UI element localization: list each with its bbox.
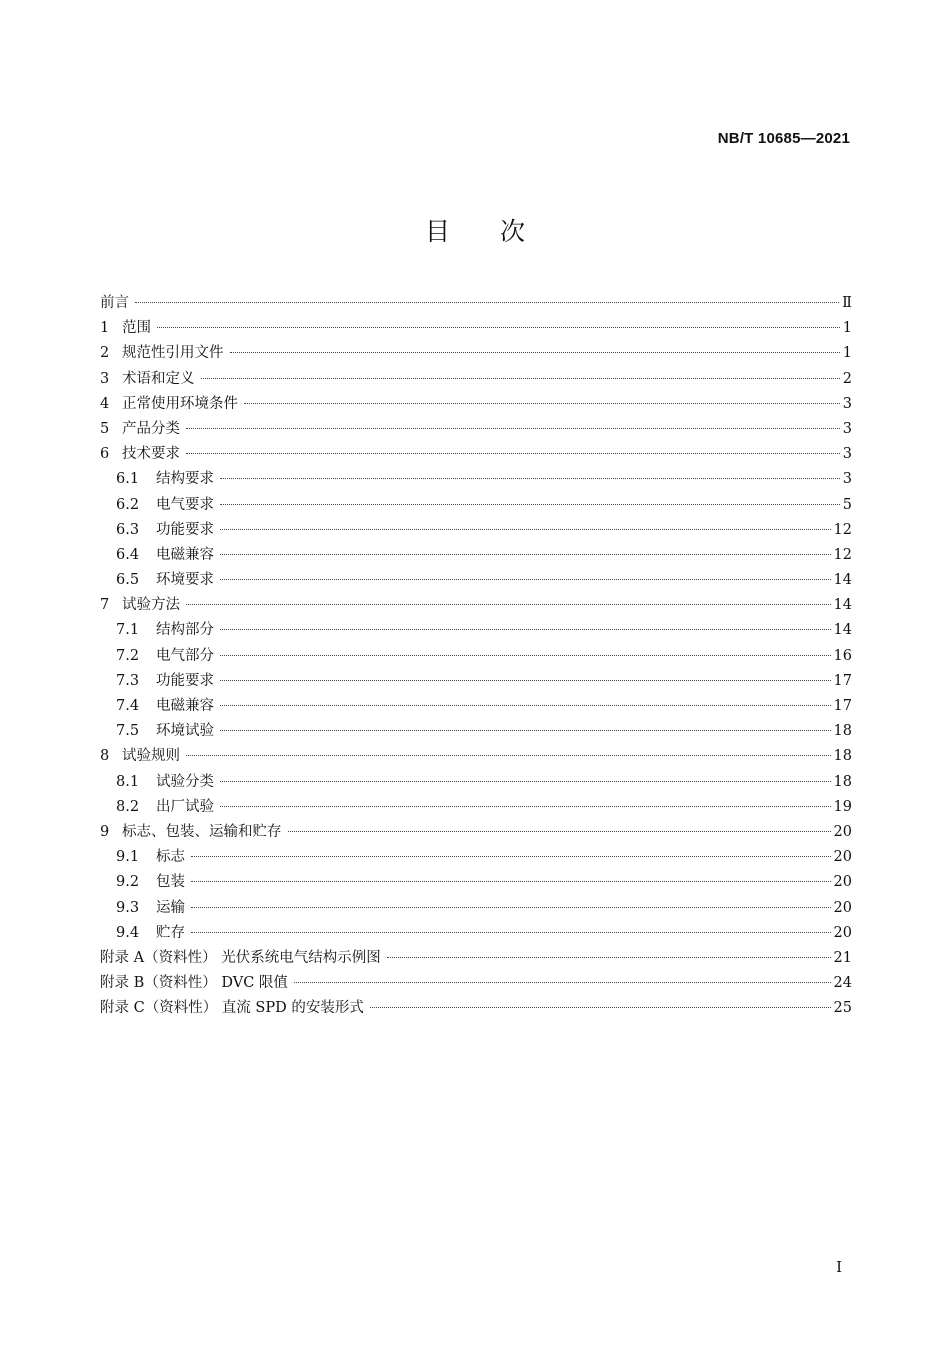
toc-entry[interactable] <box>100 744 852 769</box>
table-of-contents <box>100 291 852 1021</box>
toc-entry-number: 7.2 <box>116 647 140 664</box>
toc-entry-number: 8 <box>100 748 110 765</box>
toc-entry-label: 技术要求 <box>122 446 180 463</box>
toc-entry-label: 附录 C（资料性） 直流 SPD 的安装形式 <box>100 1000 364 1017</box>
toc-entry-label: 试验方法 <box>122 597 180 614</box>
toc-entry-page: 18 <box>833 773 852 790</box>
toc-entry[interactable] <box>100 921 852 946</box>
toc-entry-number: 9.3 <box>116 899 140 916</box>
toc-entry-page: 12 <box>833 521 852 538</box>
toc-entry-label: 范围 <box>122 320 151 337</box>
toc-entry[interactable] <box>100 316 852 341</box>
toc-entry-number: 6 <box>100 446 110 463</box>
toc-entry-label: 电磁兼容 <box>156 698 214 714</box>
toc-dot-leader <box>191 856 831 857</box>
toc-entry-number: 7.3 <box>116 672 140 689</box>
toc-entry-label: 环境试验 <box>156 723 214 740</box>
toc-entry-page: 17 <box>833 698 852 714</box>
toc-entry-label: 规范性引用文件 <box>122 345 224 362</box>
toc-entry-number: 7 <box>100 597 110 614</box>
toc-entry-number: 9.4 <box>116 924 140 941</box>
toc-entry-label: 附录 A（资料性） 光伏系统电气结构示例图 <box>100 949 381 966</box>
toc-entry-number: 6.2 <box>116 496 140 513</box>
toc-entry-number: 6.4 <box>116 546 140 563</box>
toc-entry[interactable] <box>100 644 852 669</box>
toc-dot-leader <box>220 655 831 656</box>
toc-entry-label: 运输 <box>156 899 185 916</box>
toc-entry-label: 标志、包装、运输和贮存 <box>122 823 282 840</box>
toc-dot-leader <box>186 604 831 605</box>
page-number: I <box>836 1258 842 1276</box>
toc-entry-number: 7.5 <box>116 723 140 740</box>
toc-entry-page: 20 <box>833 899 852 916</box>
toc-entry-label: 试验分类 <box>156 773 214 790</box>
toc-entry-label: 电气要求 <box>156 496 214 513</box>
toc-dot-leader <box>186 755 831 756</box>
toc-entry-page: 20 <box>833 874 852 891</box>
standard-number: NB/T 10685—2021 <box>717 130 850 147</box>
toc-entry-number: 2 <box>100 345 110 362</box>
toc-entry-label: 试验规则 <box>122 748 180 765</box>
toc-entry-page: 12 <box>833 546 852 563</box>
toc-entry[interactable] <box>100 795 852 820</box>
toc-entry-page: 14 <box>833 597 852 614</box>
toc-entry-label: 结构要求 <box>156 471 214 488</box>
toc-entry-page: 20 <box>833 924 852 941</box>
toc-entry[interactable] <box>100 996 852 1021</box>
toc-entry-page: 21 <box>833 949 852 966</box>
toc-entry-number: 4 <box>100 395 110 412</box>
toc-entry-number: 1 <box>100 320 110 337</box>
toc-entry-label: 贮存 <box>156 924 185 941</box>
toc-entry[interactable] <box>100 341 852 366</box>
toc-entry-label: 环境要求 <box>156 572 214 589</box>
toc-entry[interactable] <box>100 820 852 845</box>
toc-dot-leader <box>220 705 831 706</box>
toc-entry[interactable] <box>100 417 852 442</box>
toc-entry-label: 产品分类 <box>122 420 180 437</box>
page-title: 目次 <box>424 217 575 246</box>
toc-entry-number: 6.5 <box>116 572 140 589</box>
toc-entry[interactable] <box>100 518 852 543</box>
toc-entry-number: 7.1 <box>116 622 140 639</box>
toc-entry[interactable] <box>100 946 852 971</box>
toc-entry-page: 19 <box>833 798 852 815</box>
toc-entry-label: 正常使用环境条件 <box>122 395 238 412</box>
toc-entry[interactable] <box>100 896 852 921</box>
toc-dot-leader <box>157 327 840 328</box>
toc-entry-page: Ⅱ <box>842 295 852 311</box>
toc-entry-label: 术语和定义 <box>122 370 195 387</box>
toc-entry[interactable] <box>100 618 852 643</box>
toc-dot-leader <box>288 831 831 832</box>
toc-dot-leader <box>220 529 831 530</box>
toc-entry-number: 8.2 <box>116 798 140 815</box>
toc-entry[interactable] <box>100 442 852 467</box>
toc-entry-page: 24 <box>833 975 852 992</box>
toc-dot-leader <box>220 504 840 505</box>
toc-dot-leader <box>186 428 840 429</box>
toc-entry[interactable] <box>100 719 852 744</box>
toc-dot-leader <box>387 957 831 958</box>
toc-entry-label: 出厂试验 <box>156 798 214 815</box>
toc-entry-page: 3 <box>842 471 852 488</box>
toc-entry[interactable] <box>100 971 852 996</box>
toc-dot-leader <box>370 1007 831 1008</box>
toc-entry-page: 16 <box>833 647 852 664</box>
toc-dot-leader <box>220 680 831 681</box>
toc-entry-number: 3 <box>100 370 110 387</box>
toc-entry-label: 功能要求 <box>156 521 214 538</box>
toc-entry-label: 电磁兼容 <box>156 546 214 563</box>
toc-entry-page: 3 <box>842 420 852 437</box>
toc-entry-page: 3 <box>842 446 852 463</box>
toc-dot-leader <box>201 378 840 379</box>
toc-entry-page: 18 <box>833 723 852 740</box>
toc-dot-leader <box>230 352 840 353</box>
toc-entry-number: 9 <box>100 823 110 840</box>
toc-entry[interactable] <box>100 770 852 795</box>
toc-entry-number: 6.1 <box>116 471 140 488</box>
toc-entry[interactable] <box>100 870 852 895</box>
toc-entry[interactable] <box>100 669 852 694</box>
toc-dot-leader <box>135 302 839 303</box>
toc-entry-page: 17 <box>833 672 852 689</box>
toc-entry[interactable] <box>100 694 852 719</box>
toc-dot-leader <box>186 453 840 454</box>
toc-entry[interactable] <box>100 543 852 568</box>
toc-entry-page: 20 <box>833 823 852 840</box>
toc-entry[interactable] <box>100 845 852 870</box>
toc-dot-leader <box>191 932 831 933</box>
toc-entry-number: 5 <box>100 420 110 437</box>
toc-entry-page: 20 <box>833 849 852 866</box>
toc-entry-page: 14 <box>833 572 852 589</box>
toc-dot-leader <box>191 881 831 882</box>
toc-dot-leader <box>220 781 831 782</box>
toc-entry-label: 附录 B（资料性） DVC 限值 <box>100 975 288 992</box>
toc-entry-page: 1 <box>842 345 852 362</box>
toc-dot-leader <box>220 629 831 630</box>
toc-entry-page: 3 <box>842 395 852 412</box>
toc-dot-leader <box>294 982 831 983</box>
toc-entry-label: 电气部分 <box>156 647 214 664</box>
toc-entry[interactable] <box>100 367 852 392</box>
toc-entry[interactable] <box>100 593 852 618</box>
toc-entry[interactable] <box>100 493 852 518</box>
toc-entry[interactable] <box>100 568 852 593</box>
toc-entry-number: 7.4 <box>116 698 140 714</box>
toc-entry-page: 18 <box>833 748 852 765</box>
toc-dot-leader <box>191 907 831 908</box>
toc-entry-label: 前言 <box>100 295 129 311</box>
toc-entry-page: 14 <box>833 622 852 639</box>
toc-entry[interactable] <box>100 392 852 417</box>
toc-entry-number: 9.1 <box>116 849 140 866</box>
toc-entry-label: 结构部分 <box>156 622 214 639</box>
toc-entry-label: 包装 <box>156 874 185 891</box>
toc-entry-page: 25 <box>833 1000 852 1017</box>
toc-entry[interactable] <box>100 291 852 316</box>
toc-entry-page: 5 <box>842 496 852 513</box>
toc-dot-leader <box>220 730 831 731</box>
toc-entry-label: 功能要求 <box>156 672 214 689</box>
toc-dot-leader <box>220 579 831 580</box>
toc-dot-leader <box>220 806 831 807</box>
toc-entry-number: 9.2 <box>116 874 140 891</box>
toc-dot-leader <box>220 478 840 479</box>
toc-entry-page: 1 <box>842 320 852 337</box>
toc-dot-leader <box>220 554 831 555</box>
toc-entry-page: 2 <box>842 370 852 387</box>
toc-entry-label: 标志 <box>156 849 185 866</box>
toc-entry-number: 6.3 <box>116 521 140 538</box>
toc-dot-leader <box>244 403 840 404</box>
toc-entry[interactable] <box>100 467 852 492</box>
toc-entry-number: 8.1 <box>116 773 140 790</box>
